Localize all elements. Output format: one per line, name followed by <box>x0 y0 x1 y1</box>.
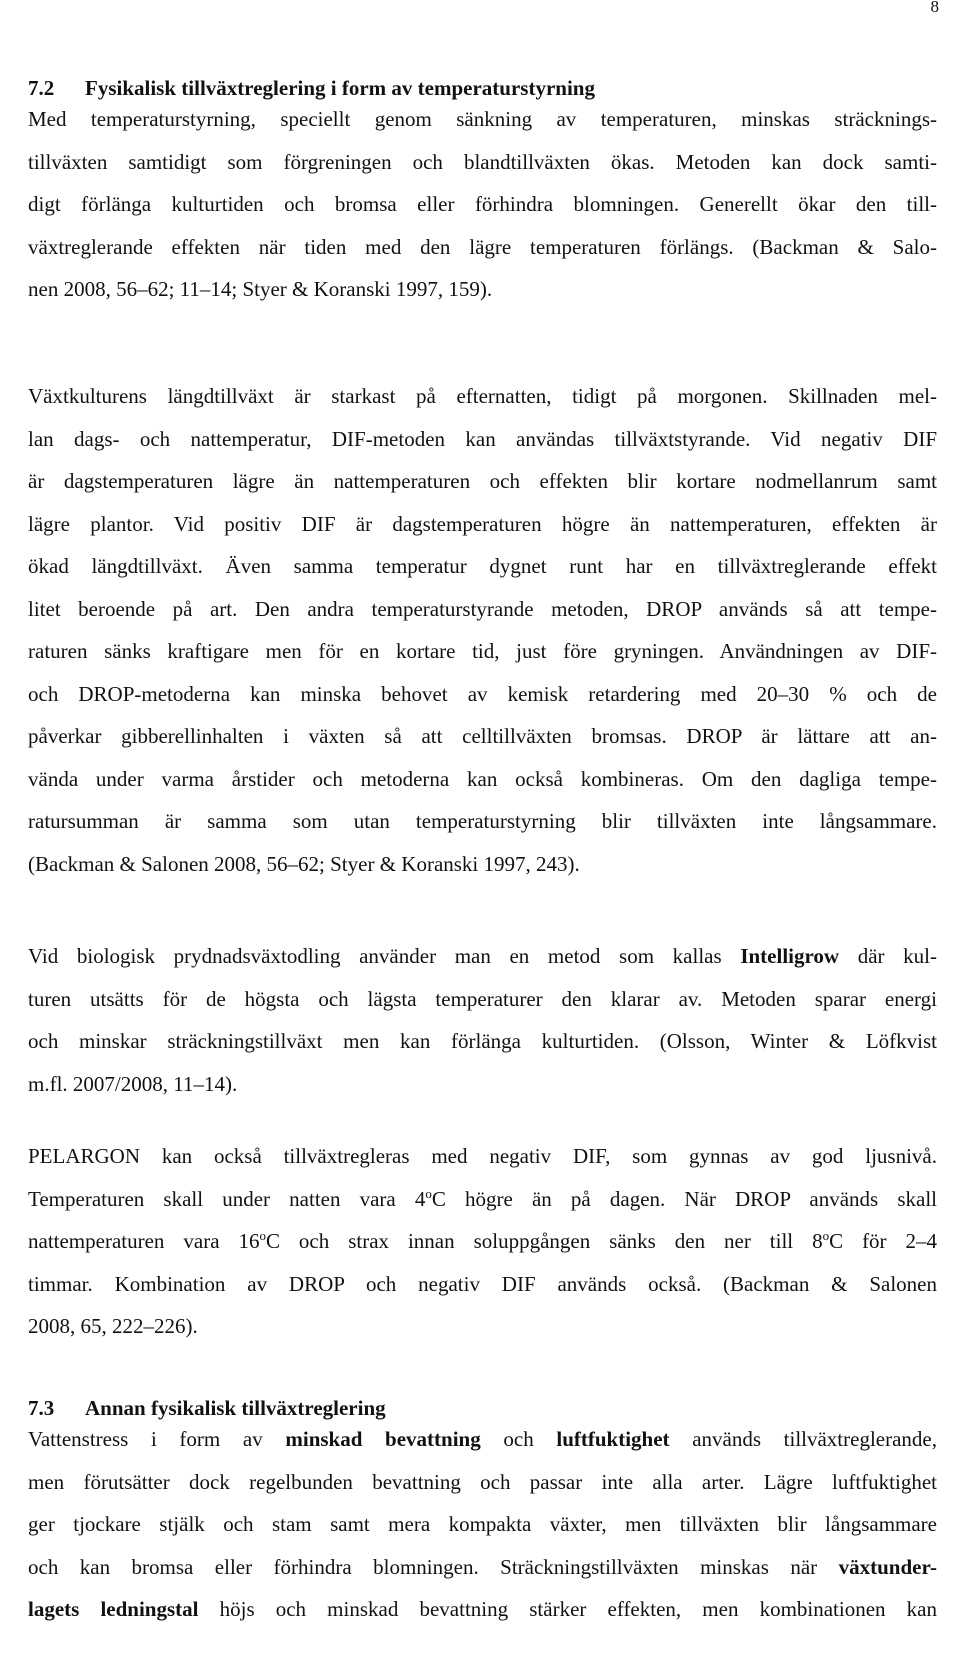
page-number: 8 <box>930 0 939 16</box>
text-line: Vid biologisk prydnadsväxtodling använder man en metod som kallas Intelligrow där kul- <box>28 944 937 968</box>
text-line: Växtkulturens längdtillväxt är starkast på efternatten, tidigt på morgonen. Skillnaden mel- <box>28 384 937 408</box>
section-title: Fysikalisk tillväxtreglering i form av temperaturstyrning <box>85 76 595 100</box>
text-line: lägre plantor. Vid positiv DIF är dagstemperaturen högre än nattemperaturen, effekten är <box>28 511 937 536</box>
paragraph-temperature-control <box>28 98 937 311</box>
bold-term-luftfuktighet: luftfuktighet <box>556 1427 670 1451</box>
text-line: tillväxten samtidigt som förgreningen och blandtillväxten ökas. Metoden kan dock samti- <box>28 149 937 174</box>
text-line: digt förlänga kulturtiden och bromsa eller förhindra blomningen. Generellt ökar den till- <box>28 192 937 216</box>
text-line: och minskar sträckningstillväxt men kan förlänga kulturtiden. (Olsson, Winter & Löfkvist <box>28 1029 937 1053</box>
text-line: lagets ledningstal höjs och minskad bevattning stärker effekten, men kombinationen kan <box>28 1597 937 1621</box>
text-line: lan dags- och nattemperatur, DIF-metoden kan användas tillväxtstyrande. Vid negativ DIF <box>28 426 937 451</box>
text-line: är dagstemperaturen lägre än nattemperaturen och effekten blir kortare nodmellanrum samt <box>28 469 937 493</box>
text-line: och kan bromsa eller förhindra blomningen. Sträckningstillväxten minskas när växtunder- <box>28 1554 937 1579</box>
text-line: ökad längdtillväxt. Även samma temperatur dygnet runt har en tillväxtreglerande effekt <box>28 554 937 578</box>
text-line: Temperaturen skall under natten vara 4$^o$C högre än på dagen. När DROP används skall <box>28 1185 937 1211</box>
bold-term-minskad-bevattning: minskad bevattning <box>285 1427 481 1451</box>
paragraph-intelligrow <box>28 935 937 1105</box>
text-line: litet beroende på art. Den andra temperaturstyrande metoden, DROP används så att tempe- <box>28 596 937 621</box>
text-line: 2008, 65, 222–226). <box>28 1314 198 1338</box>
text-line: PELARGON kan också tillväxtregleras med negativ DIF, som gynnas av god ljusnivå. <box>28 1144 937 1168</box>
text-line: (Backman & Salonen 2008, 56–62; Styer & Koranski 1997, 243). <box>28 851 580 876</box>
section-number: 7.3 <box>28 1396 55 1420</box>
text-line: timmar. Kombination av DROP och negativ DIF används också. (Backman & Salonen <box>28 1271 937 1296</box>
text-line: Vattenstress i form av minskad bevattning och luftfuktighet används tillväxtreglerande, <box>28 1427 937 1451</box>
text-line: växtreglerande effekten när tiden med den lägre temperaturen förlängs. (Backman & Salo- <box>28 234 937 259</box>
bold-term-ledningstal: lagets ledningstal <box>28 1597 199 1621</box>
paragraph-pelargon <box>28 1135 937 1348</box>
text-line: men förutsätter dock regelbunden bevattning och passar inte alla arter. Lägre luftfuktighet <box>28 1469 937 1494</box>
paragraph-dif-drop <box>28 375 937 885</box>
text-line: ger tjockare stjälk och stam samt mera kompakta växter, men tillväxten blir långsammare <box>28 1512 937 1536</box>
bold-term-vaxtunderlagets: växtunder- <box>838 1554 937 1579</box>
section-number: 7.2 <box>28 76 55 100</box>
text-line: Med temperaturstyrning, speciellt genom sänkning av temperaturen, minskas sträcknings- <box>28 107 937 131</box>
text-line: ratursumman är samma som utan temperaturstyrning blir tillväxten inte långsammare. <box>28 809 937 833</box>
section-title: Annan fysikalisk tillväxtreglering <box>85 1396 386 1420</box>
text-line: påverkar gibberellinhalten i växten så att celltillväxten bromsas. DROP är lättare att an- <box>28 724 937 748</box>
text-line: raturen sänks kraftigare men för en kortare tid, just före gryningen. Användningen av DIF- <box>28 639 937 663</box>
text-line: nen 2008, 56–62; 11–14; Styer & Koranski 1997, 159). <box>28 277 493 301</box>
text-line: nattemperaturen vara 16$^o$C och strax innan soluppgången sänks den ner till 8$^o$C för 2–4 <box>28 1228 937 1253</box>
bold-term-intelligrow: Intelligrow <box>740 944 840 968</box>
text-line: m.fl. 2007/2008, 11–14). <box>28 1071 238 1096</box>
text-line: och DROP-metoderna kan minska behovet av kemisk retardering med 20–30 % och de <box>28 681 937 706</box>
degree-superscript: o <box>822 1228 830 1243</box>
paragraph-water-stress <box>28 1418 937 1631</box>
degree-superscript: o <box>425 1185 432 1201</box>
degree-superscript: o <box>259 1228 266 1243</box>
text-line: turen utsätts för de högsta och lägsta temperaturer den klarar av. Metoden sparar energi <box>28 986 937 1011</box>
text-line: vända under varma årstider och metoderna kan också kombineras. Om den dagliga tempe- <box>28 766 937 791</box>
